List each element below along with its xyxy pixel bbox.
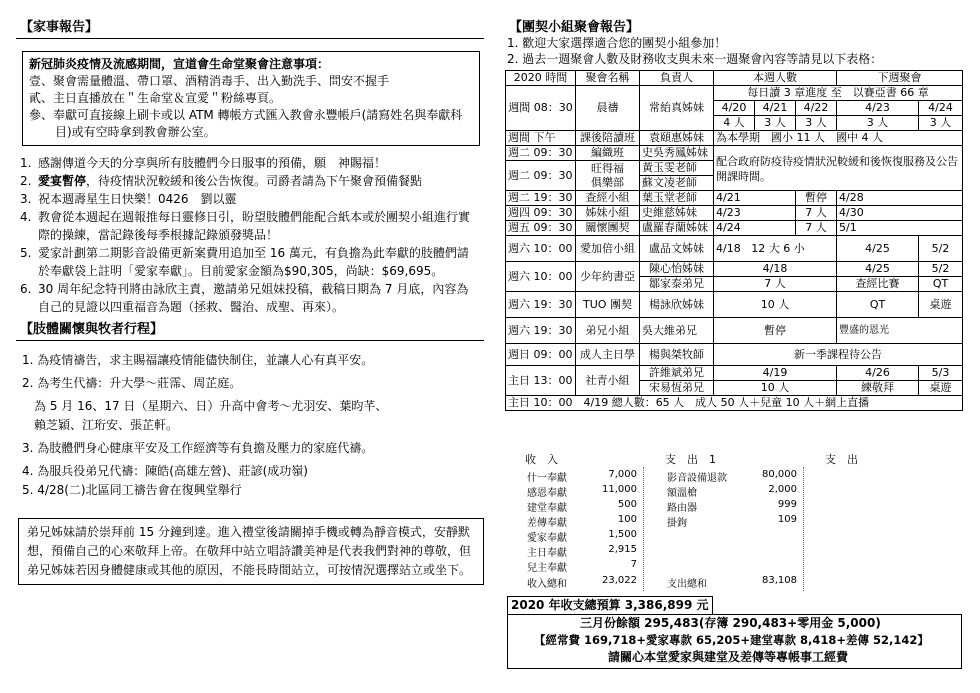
report-item: 3. 祝本週壽星生日快樂！0426 劉以靈 (20, 192, 237, 206)
table-row: 宋易恆弟兄 10 人 練敬拜 桌遊 (506, 381, 963, 396)
budget-line: 三月份餘額 295,483(存簿 290,483+零用金 5,000) (580, 616, 881, 630)
notice-box (22, 51, 480, 146)
report-item: 1. 感謝傳道今天的分享與所有肢體們今日服事的預備，願 神賜福！ (20, 156, 387, 170)
table-row: 週四 09：30 姊妹小組 史維慈姊妹 4/23 7 人 4/30 (506, 206, 963, 221)
expense-total-label: 支出總和 (667, 579, 707, 590)
budget-line: 2020 年收支總預算 3,386,899 元 (507, 596, 713, 614)
table-row: 週六 19：30 TUO 團契 楊詠欣姊妹 10 人 QT 桌遊 (506, 292, 963, 318)
care-title: 【肢體關懷與牧者行程】 (16, 316, 484, 341)
expense-total: 83,108 (762, 575, 797, 586)
worship-note-box (18, 518, 484, 585)
table-row: 週間 08：30 晨禱 常紿真姊妹 每日讀 3 章進度 至 以賽亞書 66 章 (506, 86, 963, 101)
care-list (22, 351, 480, 500)
table-row: 週二 19：30 查經小組 葉玉堂老師 4/21 暫停 4/28 (506, 191, 963, 206)
care-item: 3. 為肢體們身心健康平安及工作經濟等有負擔及壓力的家庭代禱。 (22, 441, 374, 455)
notice-title: 新冠肺炎疫情及流感期間，宣道會生命堂聚會注意事項： (29, 57, 330, 71)
left-column (16, 0, 484, 585)
table-header: 2020 時間 聚會名稱 負責人 本週人數 下週聚會 (506, 71, 963, 86)
table-row: 鄒家泰弟兄 7 人 查經比賽 QT (506, 277, 963, 292)
report-item: 5. 愛家計劃第二期影音設備更新案費用追加至 16 萬元，有負擔為此奉獻的肢體們請於奉獻袋上註明「愛家奉獻」。目前愛家金額為$90,305，尚缺：$69,695。 (20, 246, 469, 278)
income-header: 收 入 (525, 453, 558, 466)
table-row: 主日 13：00 社青小組 許維斌弟兄 4/19 4/26 5/3 (506, 366, 963, 381)
budget-line: 請關心本堂愛家與建堂及差傳等專帳事工經費 (608, 650, 849, 664)
table-row: 4 人 3 人 3 人 3 人 3 人 (506, 116, 963, 131)
care-item: 2. 為考生代禱：升大學～莊霈、周芷庭。 (22, 376, 242, 390)
table-row: 週六 19：30 弟兄小組 吳大維弟兄 暫停 豐盛的恩光 (506, 318, 963, 344)
table-row: 週五 09：30 關懷團契 盧羅春蘭姊妹 4/24 7 人 5/1 (506, 221, 963, 236)
intro-line: 1. 歡迎大家選擇適合您的團契小組參加！ (507, 36, 727, 50)
schedule-table (505, 70, 963, 411)
intro-line: 2. 過去一週聚會人數及財務收支與未來一週聚會內容等請見以下表格： (507, 52, 883, 66)
report-item: 6. 30 周年紀念特刊將由詠欣主責，邀請弟兄姐妹投稿，截稿日期為 7 月底，內容為自己的見證以四重福音為題（拯救、醫治、成聖、再來）。 (20, 282, 469, 314)
table-row: 蘇文凌老師 (506, 176, 963, 191)
budget-summary (507, 596, 962, 669)
table-row: 週六 10：00 愛加倍小組 盧品文姊妹 4/18 12 大 6 小 4/25 5/2 (506, 236, 963, 262)
care-item: 4. 為服兵役弟兄代禱：陳皓(高雄左營)、莊諺(成功嶺) (22, 464, 308, 478)
family-title: 【家事報告】 (16, 10, 484, 39)
divider (643, 467, 644, 591)
table-row: 週六 10：00 少年約書亞 陳心怡姊妹 4/18 4/25 5/2 (506, 262, 963, 277)
expense-header: 支 出 1 (665, 453, 716, 466)
finance-section: 收 入 支 出 1 支 出 什一奉獻 7,000 感恩奉獻 11,000 建堂奉獻 500 差傳奉獻 100 愛家奉獻 1,500 主日奉獻 2,915 兒主奉獻 7 收入總和 23,022 影音設備退款 80,000 額溫槍 2,000 路由器 999 掛鉤 109 支出總和 83,108 (525, 453, 858, 590)
notice-item: 參、奉獻可直接線上刷卡或以 ATM 轉帳方式匯入教會永豐帳戶(請寫姓名與奉獻科目)或有空時拿到教會辦公室。 (29, 108, 463, 139)
report-item: 2. 愛宴暫停，待疫情狀況較緩和後公告恢復。司爵者請為下午聚會預備餐點 (20, 174, 423, 188)
report-list (20, 154, 480, 316)
care-item: 為 5 月 16、17 日（星期六、日）升高中會考～尤羽安、葉昀芊、 (22, 399, 388, 413)
report-item: 4. 教會從本週起在週報推每日靈修日引，盼望肢體們能配合紙本或於團契小組進行實際的操練，當記錄後每季根據記錄頒發獎品！ (20, 210, 471, 242)
worship-note: 弟兄姊妹請於崇拜前 15 分鐘到達。進入禮堂後請關掉手機或轉為靜音模式，安靜默想，預備自己的心來敬拜上帝。在敬拜中站立唱詩讚美神是代表我們對神的尊敬，但弟兄姊妹若因身體健康或其他的原因，不能長時間站立，可按情況選擇站立或坐下。 (27, 525, 472, 577)
budget-box (507, 614, 962, 669)
care-item: 1. 為疫情禱告，求主賜福讓疫情能儘快制住，並讓人心有真平安。 (22, 353, 374, 367)
table-row: 週日 09：00 成人主日學 楊與桀牧師 新一季課程待公告 (506, 344, 963, 366)
care-item: 5. 4/28(二)北區同工禱告會在復興堂舉行 (22, 483, 242, 497)
table-row: 4/20 4/21 4/22 4/23 4/24 (506, 101, 963, 116)
care-item: 賴芝穎、江珩安、張芷軒。 (22, 418, 179, 432)
table-row: 週二 09：30 旺得福 俱樂部 黃玉雯老師 (506, 161, 963, 176)
right-column (505, 0, 967, 411)
income-total: 23,022 (602, 575, 637, 586)
closure-note: 配合政府防疫待疫情狀況較緩和後恢復服務及公告開課時間。 (714, 146, 963, 191)
expense2-header: 支 出 (825, 453, 858, 466)
fellowship-title: 【團契小組聚會報告】 (509, 20, 640, 35)
table-row: 週間 下午 課後陪讀班 袁頤惠姊妹 為本學期 國小 11 人 國中 4 人 (506, 131, 963, 146)
table-row: 週二 09：30 編織班 史吳秀鳳姊妹 配合政府防疫待疫情狀況較緩和後恢復服務及公告開課時間。 (506, 146, 963, 161)
table-row: 主日 10：00 4/19 總人數：65 人 成人 50 人＋兒童 10 人＋網上直播 (506, 396, 963, 411)
budget-line: 【經常費 169,718+愛家專款 65,205+建堂專款 8,418+差傳 52,142】 (534, 633, 929, 647)
income-total-label: 收入總和 (527, 579, 567, 590)
divider (803, 467, 804, 591)
notice-item: 貳、主日直播放在＂生命堂＆宣愛＂粉絲專頁。 (29, 91, 282, 105)
notice-item: 壹、聚會需量體溫、帶口罩、酒精消毒手、出入勤洗手、問安不握手 (29, 74, 390, 88)
